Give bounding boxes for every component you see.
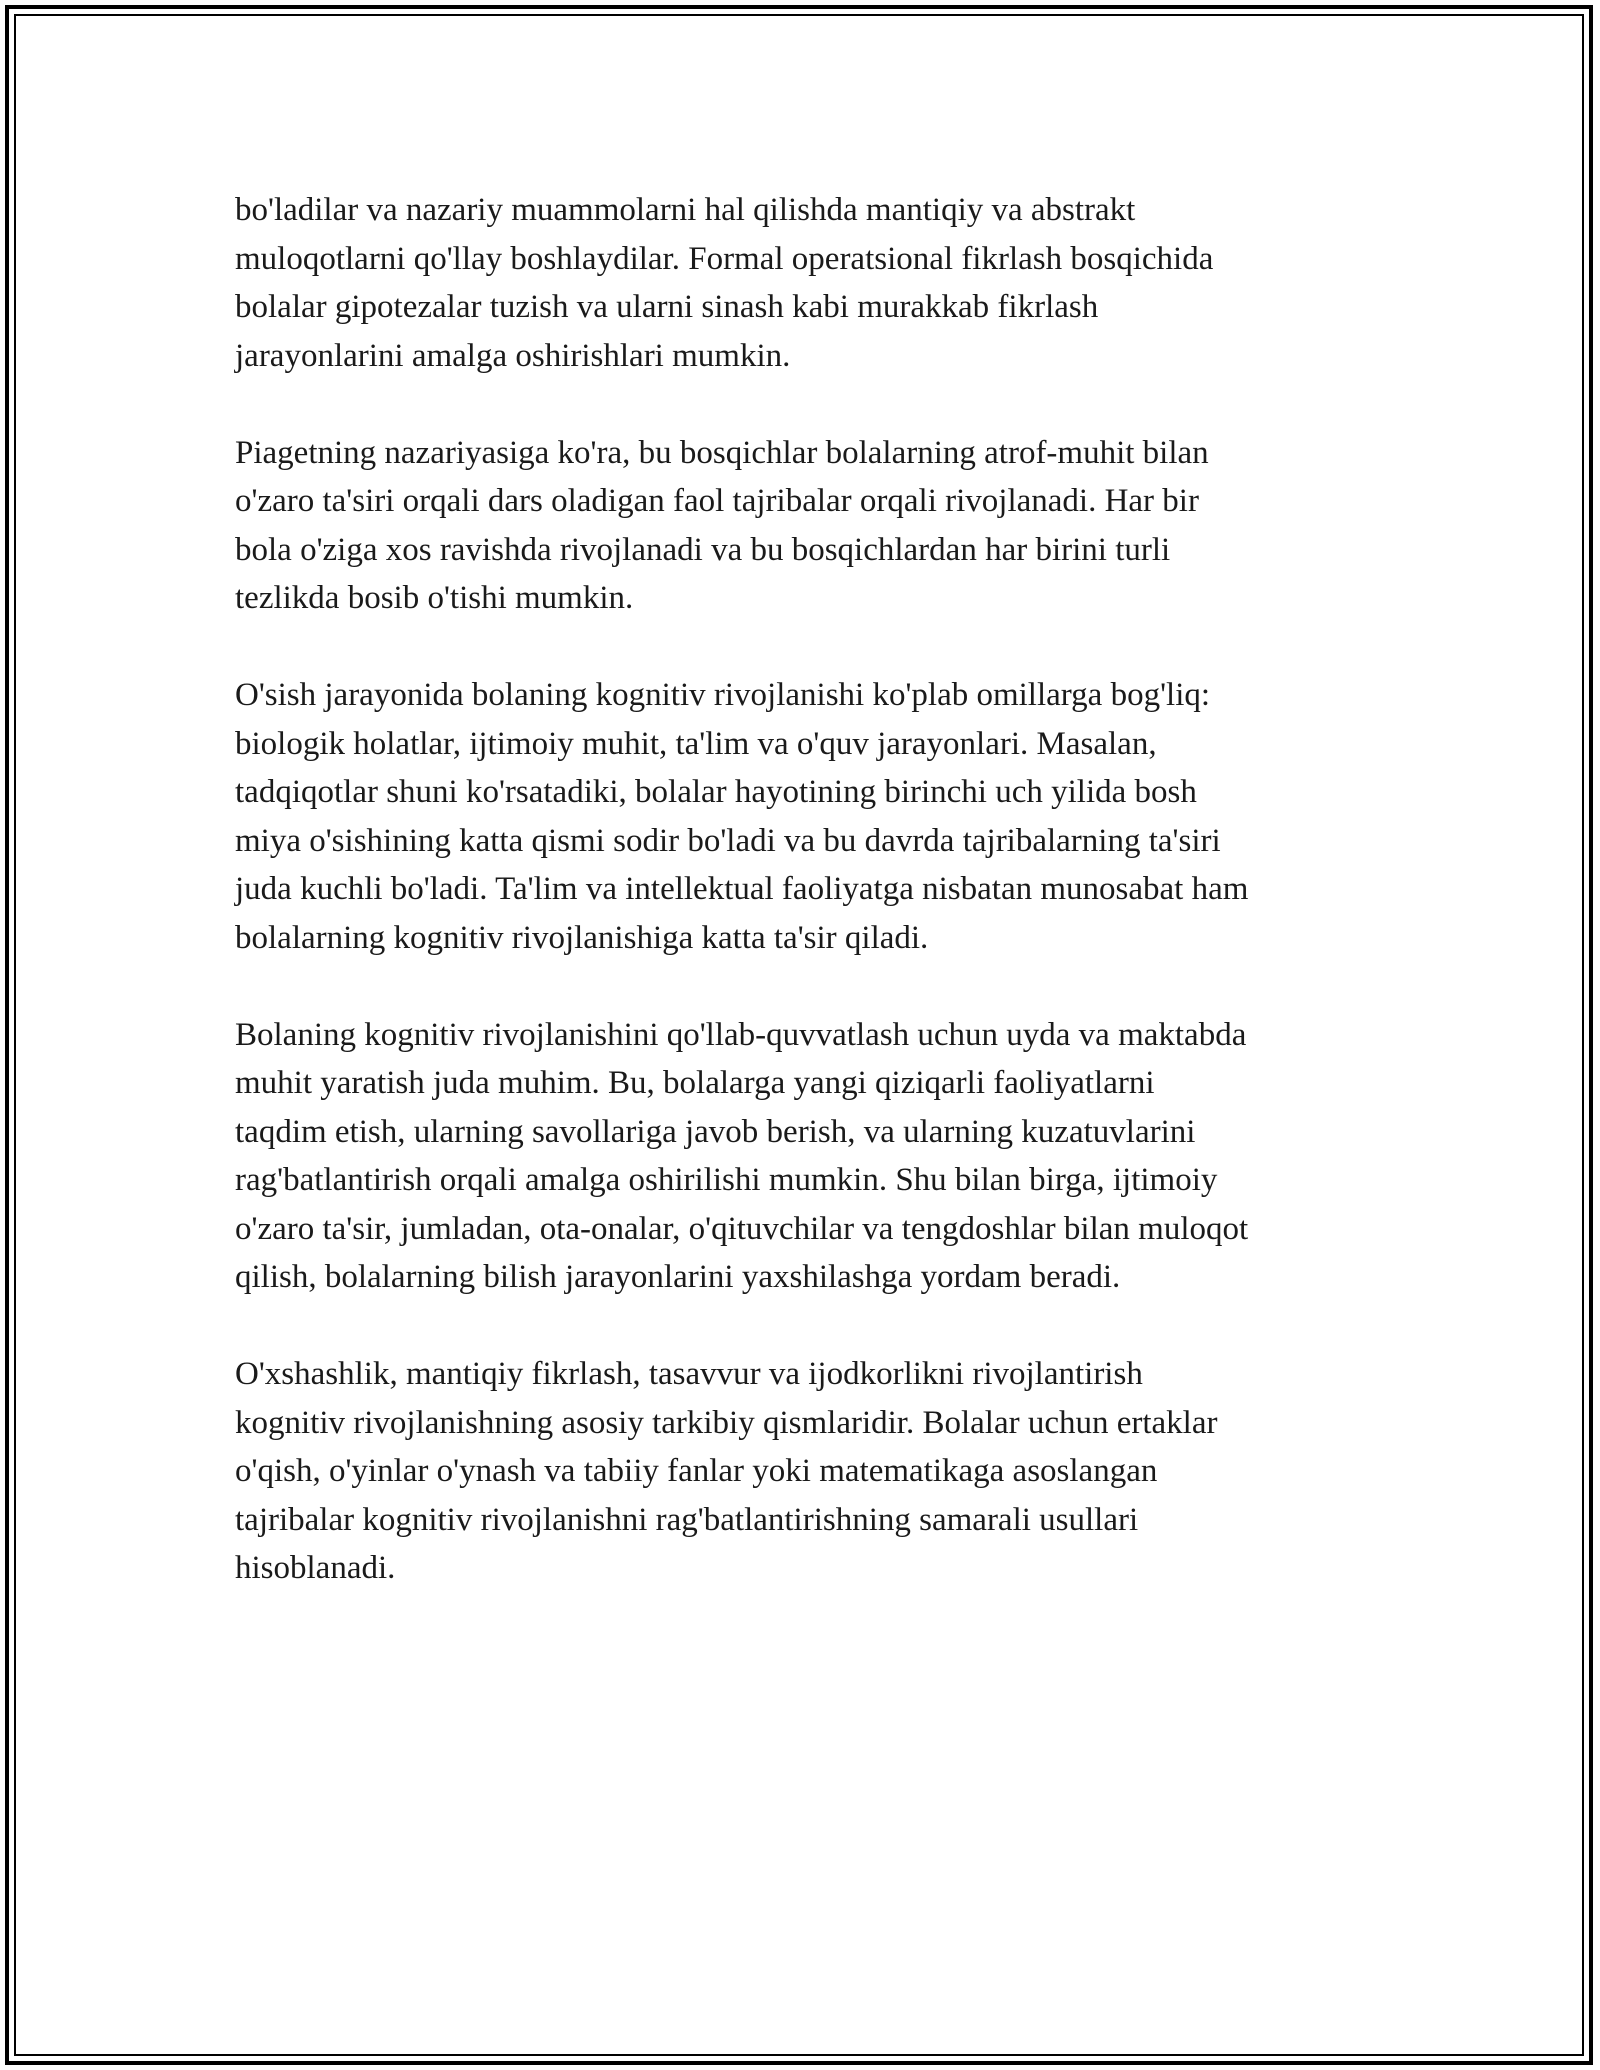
document-body [235,186,1385,1641]
text-line: biologik holatlar, ijtimoiy muhit, ta'lim va o'quv jarayonlari. Masalan, [235,725,1157,762]
text-line: taqdim etish, ularning savollariga javob berish, va ularning kuzatuvlarini [235,1113,1196,1150]
text-line: juda kuchli bo'ladi. Ta'lim va intellektual faoliyatga nisbatan munosabat ham [235,871,1249,907]
text-line: jarayonlarini amalga oshirishlari mumkin. [235,337,791,374]
text-line: Bolaning kognitiv rivojlanishini qo'llab-quvvatlash uchun uyda va maktabda [235,1016,1247,1053]
text-line: bolalar gipotezalar tuzish va ularni sinash kabi murakkab fikrlash [235,289,1099,325]
paragraph-1 [235,186,1385,380]
paragraph-3 [235,671,1385,962]
text-line: bola o'ziga xos ravishda rivojlanadi va bu bosqichlardan har birini turli [235,531,1171,568]
text-line: O'xshashlik, mantiqiy fikrlash, tasavvur va ijodkorlikni rivojlantirish [235,1356,1143,1392]
text-line: qilish, bolalarning bilish jarayonlarini yaxshilashga yordam beradi. [235,1259,1121,1295]
text-line: muloqotlarni qo'llay boshlaydilar. Formal operatsional fikrlash bosqichida [235,240,1214,277]
text-line: tadqiqotlar shuni ko'rsatadiki, bolalar hayotining birinchi uch yilida bosh [235,774,1197,810]
paragraph-2 [235,429,1385,623]
text-line: o'zaro ta'siri orqali dars oladigan faol tajribalar orqali rivojlanadi. Har bir [235,483,1199,519]
text-line: tezlikda bosib o'tishi mumkin. [235,580,634,616]
text-line: muhit yaratish juda muhim. Bu, bolalarga yangi qiziqarli faoliyatlarni [235,1065,1155,1101]
text-line: bolalarning kognitiv rivojlanishiga katta ta'sir qiladi. [235,919,929,956]
text-line: Piagetning nazariyasiga ko'ra, bu bosqichlar bolalarning atrof-muhit bilan [235,434,1209,471]
text-line: rag'batlantirish orqali amalga oshirilishi mumkin. Shu bilan birga, ijtimoiy [235,1162,1218,1198]
text-line: O'sish jarayonida bolaning kognitiv rivojlanishi ko'plab omillarga bog'liq: [235,677,1211,713]
text-line: o'zaro ta'sir, jumladan, ota-onalar, o'qituvchilar va tengdoshlar bilan muloqot [235,1210,1249,1247]
text-line: hisoblanadi. [235,1550,396,1586]
text-line: kognitiv rivojlanishning asosiy tarkibiy qismlaridir. Bolalar uchun ertaklar [235,1404,1218,1441]
paragraph-5 [235,1350,1385,1593]
text-line: bo'ladilar va nazariy muammolarni hal qilishda mantiqiy va abstrakt [235,192,1136,228]
paragraph-4 [235,1011,1385,1302]
text-line: o'qish, o'yinlar o'ynash va tabiiy fanlar yoki matematikaga asoslangan [235,1453,1158,1489]
text-line: miya o'sishining katta qismi sodir bo'ladi va bu davrda tajribalarning ta'siri [235,822,1221,859]
text-line: tajribalar kognitiv rivojlanishni rag'batlantirishning samarali usullari [235,1501,1139,1538]
